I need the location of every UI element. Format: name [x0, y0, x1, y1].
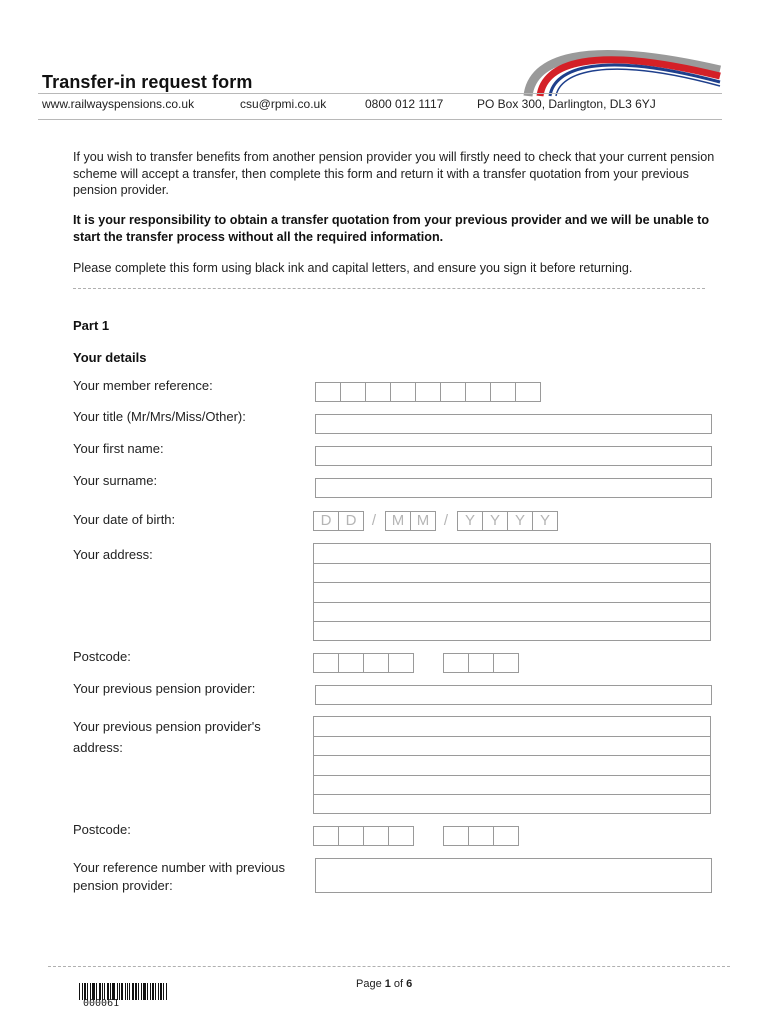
first-name-label: Your first name: [73, 441, 164, 456]
member-reference-cell[interactable] [365, 382, 391, 402]
member-reference-cell[interactable] [315, 382, 341, 402]
form-title: Transfer-in request form [42, 72, 253, 92]
address-line[interactable] [314, 603, 710, 622]
phone-number: 0800 012 1117 [365, 97, 444, 111]
dob-year-cell[interactable]: Y [532, 511, 558, 531]
contact-row [42, 97, 732, 113]
surname-input[interactable] [315, 478, 712, 498]
responsibility-notice: It is your responsibility to obtain a transfer quotation from your previous provider and we will be unable to start the transfer process without all the required information. [73, 213, 710, 244]
part-label: Part 1 [73, 318, 110, 333]
provider-postcode-outward-input[interactable] [313, 826, 413, 846]
barcode-bar [152, 983, 154, 1000]
address-line[interactable] [314, 583, 710, 603]
barcode-bar [125, 983, 126, 1000]
page-mid: of [390, 978, 407, 990]
postcode-cell[interactable] [388, 653, 414, 673]
instructions-paragraph: Please complete this form using black ink and capital letters, and ensure you sign it before returning. [73, 261, 633, 275]
member-reference-cell[interactable] [390, 382, 416, 402]
provider-reference-label-line1: Your reference number with previous [73, 860, 285, 875]
barcode-bar [143, 983, 146, 1000]
title-input[interactable] [315, 414, 712, 434]
dob-day-cell[interactable]: D [313, 511, 339, 531]
barcode-bar [119, 983, 120, 1000]
postal-address: PO Box 300, Darlington, DL3 6YJ [477, 97, 656, 111]
barcode-bar [138, 983, 139, 1000]
provider-postcode-inward-input[interactable] [443, 826, 518, 846]
provider-address-line[interactable] [314, 795, 710, 813]
barcode-bar [129, 983, 130, 1000]
member-reference-cell[interactable] [415, 382, 441, 402]
barcode-bar [155, 983, 156, 1000]
address-line[interactable] [314, 544, 710, 564]
dob-year-cell[interactable]: Y [482, 511, 508, 531]
provider-address-line[interactable] [314, 776, 710, 795]
barcode-number: 000061 [83, 998, 120, 1009]
intro-paragraph: If you wish to transfer benefits from another pension provider you will firstly need to check that your current pension scheme will accept a transfer, then complete this form and return it with a transfer quotation from your previous pension provider. [73, 150, 715, 197]
barcode-bar [158, 983, 159, 1000]
postcode-cell[interactable] [338, 826, 364, 846]
postcode-cell[interactable] [493, 653, 519, 673]
header-rule-bottom [38, 119, 722, 120]
dob-month-cell[interactable]: M [385, 511, 411, 531]
date-of-birth-label: Your date of birth: [73, 512, 176, 527]
member-reference-cell[interactable] [440, 382, 466, 402]
postcode-cell[interactable] [363, 826, 389, 846]
barcode-bar [147, 983, 148, 1000]
postcode-cell[interactable] [338, 653, 364, 673]
page-current: 1 [384, 978, 391, 990]
previous-provider-input[interactable] [315, 685, 712, 705]
address-label: Your address: [73, 547, 153, 562]
website-link[interactable]: www.railwayspensions.co.uk [42, 97, 195, 111]
section-divider [73, 288, 705, 289]
barcode-bar [150, 983, 151, 1000]
dob-separator: / [443, 512, 449, 529]
provider-postcode-label: Postcode: [73, 822, 131, 837]
postcode-outward-input[interactable] [313, 653, 413, 673]
footer-divider [48, 966, 730, 967]
page-prefix: Page [356, 978, 385, 990]
postcode-cell[interactable] [388, 826, 414, 846]
member-reference-cell[interactable] [490, 382, 516, 402]
previous-provider-address-label [73, 718, 261, 757]
barcode-bar [132, 983, 134, 1000]
dob-year-cell[interactable]: Y [507, 511, 533, 531]
postcode-cell[interactable] [313, 826, 339, 846]
barcode-bar [121, 983, 123, 1000]
address-line[interactable] [314, 622, 710, 640]
email-link[interactable]: csu@rpmi.co.uk [240, 97, 327, 111]
member-reference-cell[interactable] [515, 382, 541, 402]
address-line[interactable] [314, 564, 710, 583]
postcode-inward-input[interactable] [443, 653, 518, 673]
first-name-input[interactable] [315, 446, 712, 466]
section-heading: Your details [73, 350, 147, 365]
member-reference-label: Your member reference: [73, 378, 213, 393]
dob-year-cell[interactable]: Y [457, 511, 483, 531]
postcode-cell[interactable] [468, 653, 494, 673]
provider-address-line[interactable] [314, 737, 710, 756]
provider-reference-label [73, 859, 285, 895]
barcode-bar [141, 983, 142, 1000]
swoosh-logo [520, 30, 725, 100]
member-reference-cell[interactable] [340, 382, 366, 402]
barcode-bar [160, 983, 162, 1000]
dob-separator: / [371, 512, 377, 529]
surname-label: Your surname: [73, 473, 158, 488]
previous-provider-address-label-line2: address: [73, 740, 123, 755]
barcode-bar [79, 983, 80, 1000]
dob-month-cell[interactable]: M [410, 511, 436, 531]
provider-address-line[interactable] [314, 756, 710, 776]
postcode-cell[interactable] [313, 653, 339, 673]
header-rule-top [38, 93, 722, 94]
barcode-bar [163, 983, 164, 1000]
page-indicator [356, 978, 412, 990]
address-input[interactable] [313, 543, 711, 641]
provider-address-line[interactable] [314, 717, 710, 737]
barcode-bar [127, 983, 128, 1000]
postcode-cell[interactable] [443, 826, 469, 846]
previous-provider-address-label-line1: Your previous pension provider's [73, 719, 261, 734]
barcode-bar [135, 983, 137, 1000]
postcode-label: Postcode: [73, 649, 131, 664]
postcode-cell[interactable] [493, 826, 519, 846]
barcode-bar [166, 983, 167, 1000]
provider-reference-input[interactable] [315, 858, 712, 893]
page-total: 6 [406, 978, 413, 990]
previous-provider-address-input[interactable] [313, 716, 711, 814]
title-label: Your title (Mr/Mrs/Miss/Other): [73, 409, 246, 424]
postcode-cell[interactable] [443, 653, 469, 673]
member-reference-input[interactable] [315, 382, 540, 402]
member-reference-cell[interactable] [465, 382, 491, 402]
provider-reference-label-line2: pension provider: [73, 878, 173, 893]
postcode-cell[interactable] [363, 653, 389, 673]
previous-provider-label: Your previous pension provider: [73, 681, 256, 696]
dob-day-cell[interactable]: D [338, 511, 364, 531]
postcode-cell[interactable] [468, 826, 494, 846]
date-of-birth-input[interactable] [313, 511, 557, 531]
